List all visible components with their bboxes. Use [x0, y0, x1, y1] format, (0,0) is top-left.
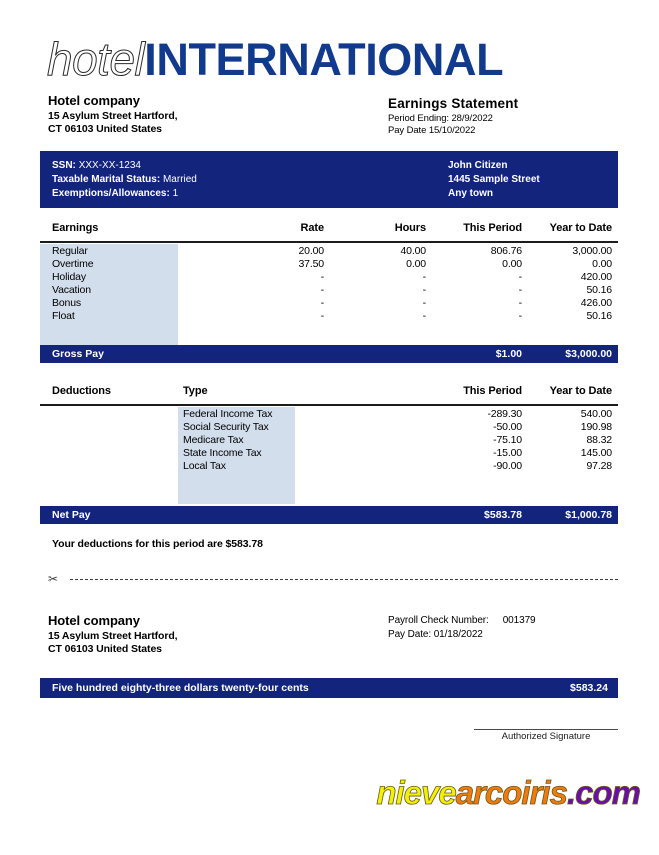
deduction-row-ytd: 540.00: [580, 408, 612, 420]
earnings-header-this-period: This Period: [463, 222, 522, 234]
earnings-row-ytd: 426.00: [580, 297, 612, 309]
table-row: [40, 460, 618, 474]
employer-address-line1: 15 Asylum Street Hartford,: [48, 109, 178, 122]
scissors-icon: ✂: [48, 572, 59, 586]
employee-banner: [40, 151, 618, 208]
table-row: [40, 245, 618, 259]
ssn-label: SSN:: [52, 160, 76, 171]
check-pay-date-label: Pay Date:: [388, 629, 432, 641]
deduction-row-this-period: -15.00: [493, 447, 522, 459]
table-row: [40, 284, 618, 298]
earnings-row-hours: -: [422, 271, 426, 283]
deduction-row-ytd: 88.32: [586, 434, 612, 446]
net-pay-label: Net Pay: [52, 509, 91, 521]
earnings-row-rate: 20.00: [298, 245, 324, 257]
ssn-value: XXX-XX-1234: [78, 160, 141, 171]
statement-title: Earnings Statement: [388, 96, 519, 111]
table-row: [40, 310, 618, 324]
earnings-row-ytd: 0.00: [592, 258, 612, 270]
earnings-header-rule: [40, 241, 618, 243]
deduction-row-this-period: -75.10: [493, 434, 522, 446]
employee-address-block: [448, 159, 540, 202]
marital-status-label: Taxable Marital Status:: [52, 174, 161, 186]
footer-employer-address-line2: CT 06103 United States: [48, 643, 162, 656]
deduction-row-type: State Income Tax: [183, 447, 262, 459]
earnings-row-rate: -: [320, 297, 324, 309]
deduction-row-this-period: -50.00: [493, 421, 522, 433]
check-number-row: [388, 614, 536, 628]
earnings-header-ytd: Year to Date: [549, 222, 612, 234]
earnings-row-rate: -: [320, 271, 324, 283]
earnings-row-this-period: -: [518, 310, 522, 322]
check-details: [388, 614, 536, 642]
watermark-part-arcoiris: arcoiris: [455, 774, 567, 811]
earnings-row-ytd: 420.00: [580, 271, 612, 283]
earnings-row-hours: 40.00: [400, 245, 426, 257]
employer-address-line2: CT 06103 United States: [48, 123, 162, 136]
deductions-note: Your deductions for this period are $583.78: [52, 538, 263, 550]
earnings-table: [40, 222, 618, 364]
check-number-label: Payroll Check Number:: [388, 615, 489, 626]
deduction-row-ytd: 190.98: [580, 421, 612, 433]
tear-line: [48, 572, 618, 586]
earnings-row-rate: -: [320, 284, 324, 296]
earnings-header-hours: Hours: [394, 222, 426, 234]
employee-name: John Citizen: [448, 160, 508, 171]
watermark-part-nieve: nieve: [376, 774, 456, 811]
table-row: [40, 258, 618, 272]
amount-in-words: Five hundred eighty-three dollars twenty-four cents: [52, 682, 309, 694]
deductions-header-row: [40, 385, 618, 401]
deduction-row-this-period: -90.00: [493, 460, 522, 472]
employer-info: [48, 93, 177, 137]
employer-name: Hotel company: [48, 93, 140, 108]
amount-in-words-bar: [40, 678, 618, 698]
earnings-row-label: Vacation: [52, 284, 91, 296]
deduction-row-this-period: -289.30: [487, 408, 522, 420]
net-pay-bar: [40, 506, 618, 524]
gross-pay-this-period: $1.00: [495, 348, 522, 360]
earnings-row-rate: 37.50: [298, 258, 324, 270]
marital-status-row: [52, 173, 197, 187]
net-pay-ytd: $1,000.78: [565, 509, 612, 521]
logo-word-international: INTERNATIONAL: [144, 34, 504, 85]
deduction-row-type: Medicare Tax: [183, 434, 244, 446]
earnings-row-this-period: 806.76: [490, 245, 522, 257]
earnings-row-this-period: -: [518, 284, 522, 296]
earnings-row-ytd: 50.16: [586, 310, 612, 322]
footer-employer-address-line1: 15 Asylum Street Hartford,: [48, 629, 178, 642]
deductions-header-rule: [40, 404, 618, 406]
earnings-header-row: [40, 222, 618, 238]
earnings-row-hours: -: [422, 284, 426, 296]
table-row: [40, 421, 618, 435]
gross-pay-label: Gross Pay: [52, 348, 104, 360]
tear-dashed-rule: [70, 579, 618, 580]
gross-pay-ytd: $3,000.00: [565, 348, 612, 360]
deduction-row-ytd: 97.28: [586, 460, 612, 472]
earnings-row-label: Bonus: [52, 297, 82, 309]
period-ending: Period Ending: 28/9/2022: [388, 112, 493, 124]
deduction-row-type: Federal Income Tax: [183, 408, 273, 420]
check-number-value: 001379: [502, 615, 536, 626]
deduction-row-type: Social Security Tax: [183, 421, 269, 433]
footer-employer-info: [48, 613, 177, 657]
exemptions-value: 1: [172, 188, 179, 200]
statement-info: [388, 95, 518, 137]
deductions-header-type: Type: [183, 385, 208, 397]
deductions-header-this-period: This Period: [463, 385, 522, 397]
deductions-table: [40, 385, 618, 507]
table-row: [40, 297, 618, 311]
logo-word-hotel: hotel: [47, 33, 145, 85]
brand-logo: [47, 33, 504, 85]
gross-pay-bar: [40, 345, 618, 363]
watermark-part-com: .com: [566, 774, 640, 811]
deductions-header-ytd: Year to Date: [549, 385, 612, 397]
check-pay-date-value: 01/18/2022: [433, 629, 483, 641]
employee-tax-details: [52, 159, 197, 202]
check-pay-date-row: [388, 628, 536, 642]
earnings-row-this-period: -: [518, 297, 522, 309]
table-row: [40, 271, 618, 285]
earnings-row-hours: -: [422, 297, 426, 309]
earnings-row-label: Holiday: [52, 271, 86, 283]
earnings-row-label: Regular: [52, 245, 88, 257]
net-pay-this-period: $583.78: [484, 509, 522, 521]
footer-employer-name: Hotel company: [48, 613, 140, 628]
earnings-row-rate: -: [320, 310, 324, 322]
signature-rule: [474, 729, 618, 730]
employee-address-line1: 1445 Sample Street: [448, 174, 540, 186]
earnings-header-rate: Rate: [300, 222, 324, 234]
check-amount: $583.24: [570, 682, 608, 694]
earnings-row-this-period: 0.00: [502, 258, 522, 270]
employee-address-line2: Any town: [448, 188, 493, 200]
deduction-row-ytd: 145.00: [580, 447, 612, 459]
earnings-row-hours: 0.00: [406, 258, 426, 270]
signature-label: Authorized Signature: [501, 731, 591, 742]
site-watermark: [0, 776, 640, 809]
exemptions-row: [52, 187, 197, 201]
marital-status-value: Married: [162, 174, 197, 186]
exemptions-label: Exemptions/Allowances:: [52, 188, 170, 200]
earnings-row-this-period: -: [518, 271, 522, 283]
deduction-row-type: Local Tax: [183, 460, 226, 472]
deductions-header-label: Deductions: [52, 385, 111, 397]
table-row: [40, 434, 618, 448]
earnings-header-label: Earnings: [52, 222, 99, 234]
ssn-row: [52, 159, 197, 173]
table-row: [40, 408, 618, 422]
earnings-row-label: Overtime: [52, 258, 94, 270]
table-row: [40, 447, 618, 461]
earnings-row-ytd: 3,000.00: [572, 245, 612, 257]
earnings-row-label: Float: [52, 310, 75, 322]
earnings-row-ytd: 50.16: [586, 284, 612, 296]
earnings-row-hours: -: [422, 310, 426, 322]
statement-pay-date: Pay Date 15/10/2022: [388, 124, 476, 136]
